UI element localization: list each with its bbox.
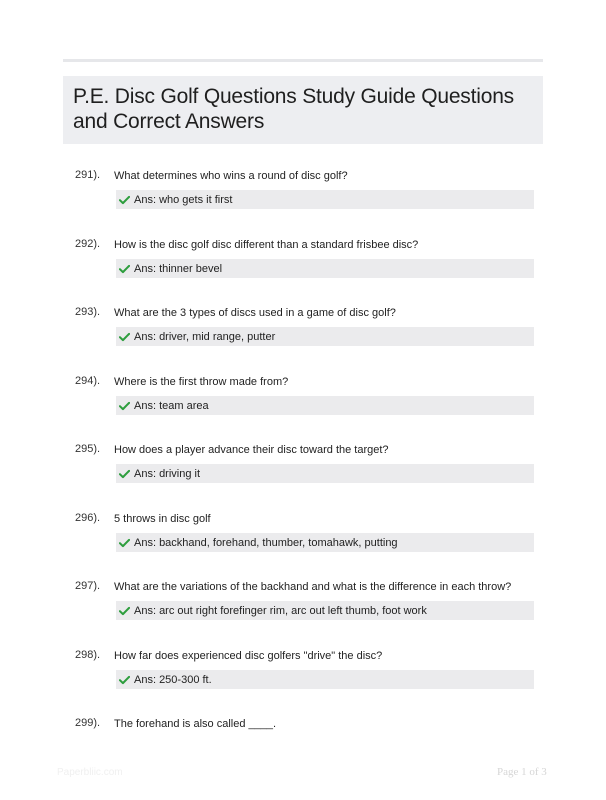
title-line-1: P.E. Disc Golf Questions Study Guide Questions	[73, 85, 514, 108]
answer-box	[116, 396, 534, 415]
document-title-box	[63, 76, 543, 144]
question-number: 294).	[75, 375, 101, 387]
answer-box	[116, 327, 534, 346]
answer-box	[116, 601, 534, 620]
question-text: 5 throws in disc golf	[114, 513, 211, 525]
answer-text: Ans: 250-300 ft.	[134, 673, 212, 686]
check-icon	[119, 538, 130, 548]
title-line-2: and Correct Answers	[73, 109, 265, 133]
question-text: How far does experienced disc golfers "drive" the disc?	[114, 650, 383, 662]
page-indicator: Page 1 of 3	[497, 766, 547, 778]
top-divider	[63, 59, 543, 62]
check-icon	[119, 332, 130, 342]
answer-text: Ans: driving it	[134, 467, 201, 480]
answer-text: Ans: team area	[134, 399, 209, 412]
question-number: 291).	[75, 169, 101, 181]
check-icon	[119, 606, 130, 616]
question-text: The forehand is also called ____.	[114, 718, 277, 730]
question-number: 298).	[75, 649, 101, 661]
answer-box	[116, 533, 534, 552]
check-icon	[119, 469, 130, 479]
answer-text: Ans: backhand, forehand, thumber, tomahawk, putting	[134, 536, 398, 549]
answer-box	[116, 670, 534, 689]
footer-watermark: Paperbliic.com	[57, 767, 123, 778]
question-text: Where is the first throw made from?	[114, 376, 289, 388]
question-number: 299).	[75, 717, 101, 729]
document-title	[73, 85, 533, 134]
question-number: 292).	[75, 238, 101, 250]
question-text: How is the disc golf disc different than a standard frisbee disc?	[114, 239, 419, 251]
check-icon	[119, 401, 130, 411]
check-icon	[119, 195, 130, 205]
answer-box	[116, 190, 534, 209]
answer-box	[116, 464, 534, 483]
answer-text: Ans: thinner bevel	[134, 262, 223, 275]
question-text: What are the variations of the backhand and what is the difference in each throw?	[114, 581, 512, 593]
question-number: 296).	[75, 512, 101, 524]
question-text: How does a player advance their disc toward the target?	[114, 444, 389, 456]
answer-text: Ans: who gets it first	[134, 193, 233, 206]
question-text: What determines who wins a round of disc golf?	[114, 170, 348, 182]
check-icon	[119, 264, 130, 274]
check-icon	[119, 675, 130, 685]
question-number: 293).	[75, 306, 101, 318]
question-text: What are the 3 types of discs used in a game of disc golf?	[114, 307, 396, 319]
question-number: 295).	[75, 443, 101, 455]
answer-text: Ans: arc out right forefinger rim, arc out left thumb, foot work	[134, 604, 427, 617]
question-number: 297).	[75, 580, 101, 592]
answer-box	[116, 259, 534, 278]
answer-text: Ans: driver, mid range, putter	[134, 330, 276, 343]
